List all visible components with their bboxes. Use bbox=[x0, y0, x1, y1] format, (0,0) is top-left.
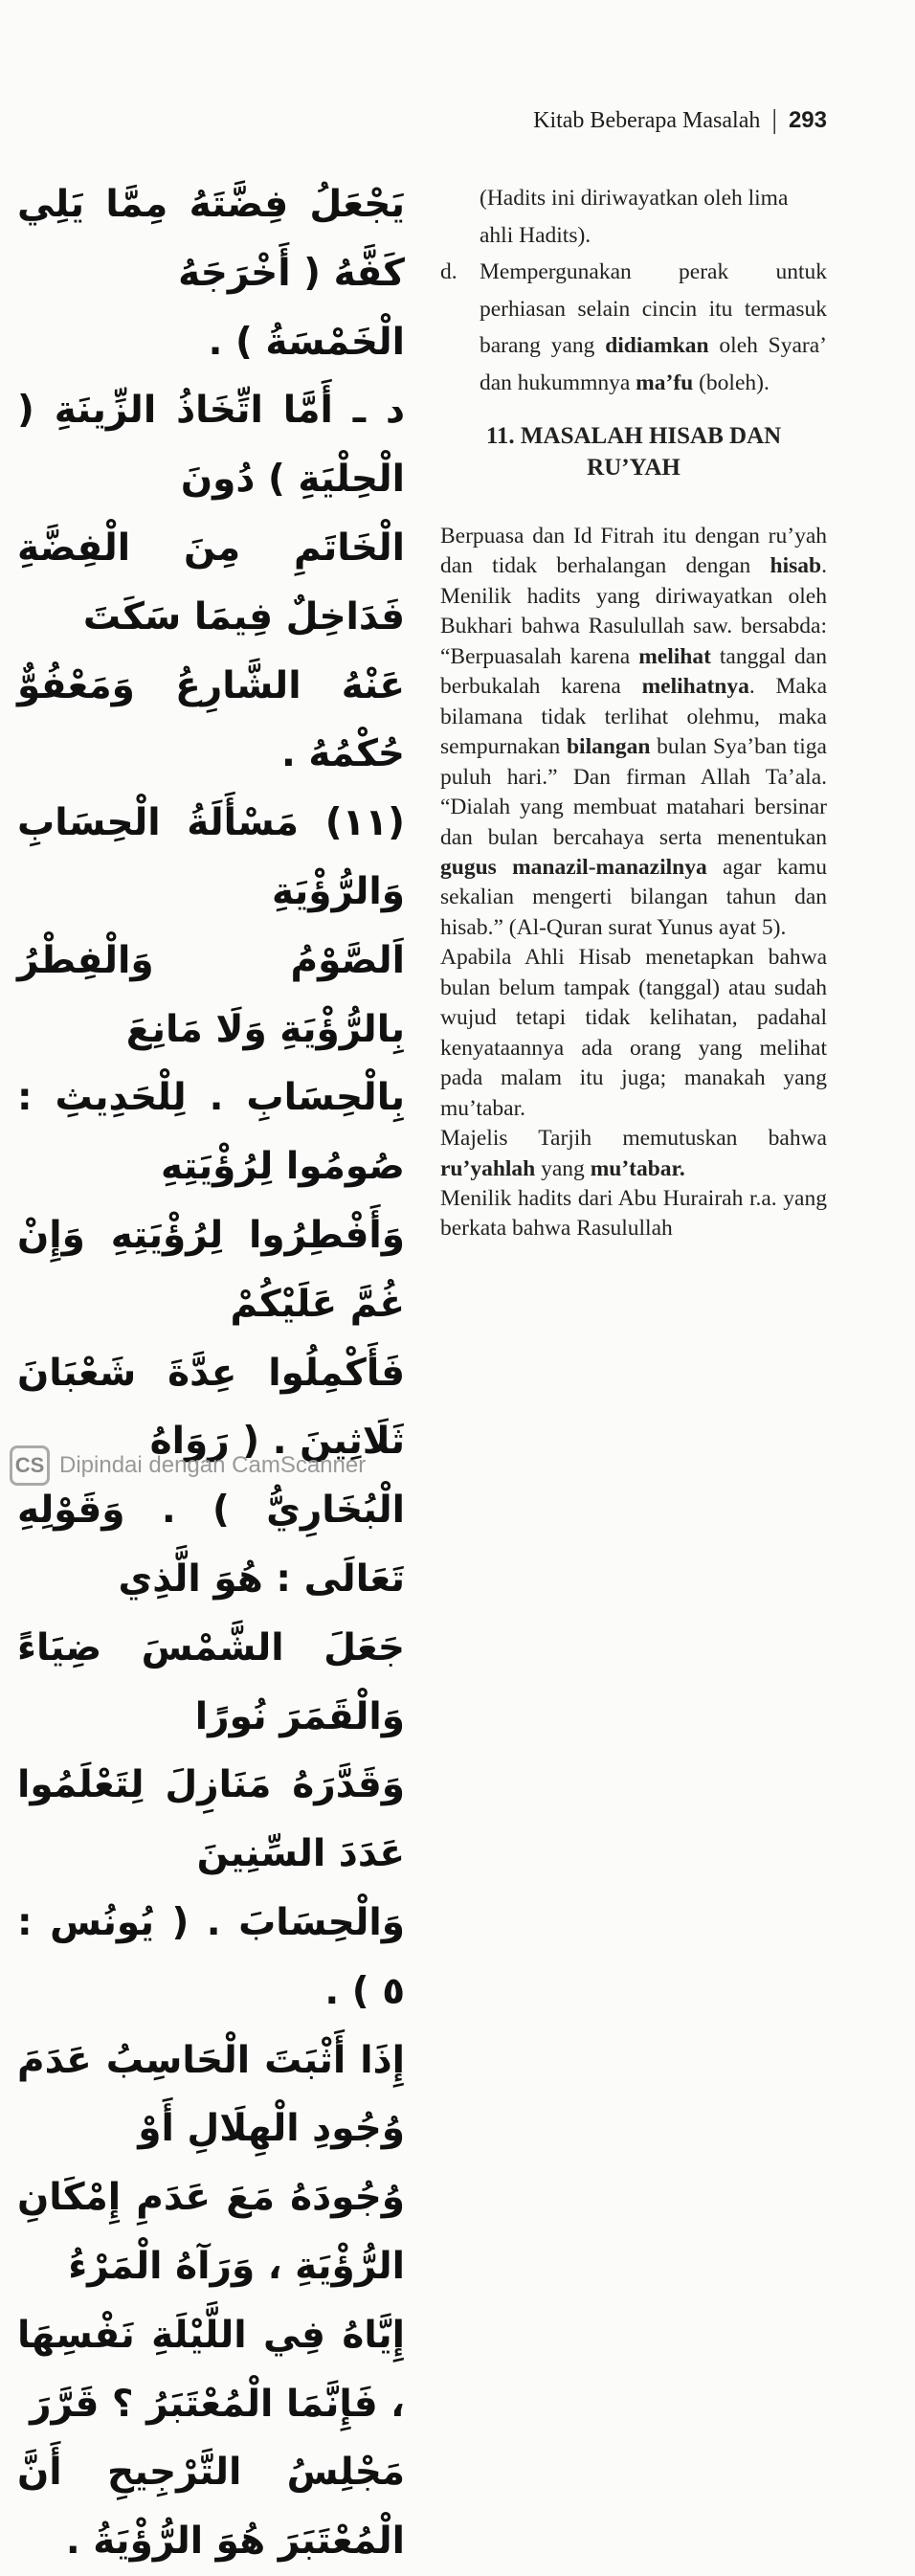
bold-term: ru’yahlah bbox=[440, 1155, 536, 1181]
continuation-block bbox=[440, 180, 827, 401]
list-marker: d. bbox=[440, 259, 458, 284]
arabic-line: اَلصَّوْمُ وَالْفِطْرُ بِالرُّؤْيَةِ وَلَا مَانِعَ bbox=[17, 938, 405, 1051]
running-header bbox=[533, 105, 827, 136]
arabic-line: إِيَّاهُ فِي اللَّيْلَةِ نَفْسِهَا ، فَإِنَّمَا الْمُعْتَبَرُ ؟ قَرَّرَ bbox=[17, 2313, 405, 2426]
paragraph: Berpuasa dan Id Fitrah itu dengan ru’yah dan tidak berhalangan dengan hisab. Menilik hadits yang diriwayatkan oleh Bukhari bahwa Rasulullah saw. bersabda: “Berpuasalah karena melihat tanggal dan berbukalah karena melihatnya. Maka bilamana tidak terlihat olehmu, maka sempurnakan bilangan bulan Sya’ban tiga puluh hari.” Dan firman Allah Ta’ala. “Dialah yang membuat matahari bersinar dan bulan bercahaya serta menentukan gugus manazil-manazilnya agar kamu sekalian mengerti bilangan tahun dan hisab.” (Al-Quran surat Yunus ayat 5). bbox=[440, 524, 827, 940]
arabic-line: مَجْلِسُ التَّرْجِيحِ أَنَّ الْمُعْتَبَرَ هُوَ الرُّؤْيَةُ . bbox=[17, 2451, 405, 2564]
watermark-text: Dipindai dengan CamScanner bbox=[59, 1452, 367, 1478]
arabic-line: (١١) مَسْأَلَةُ الْحِسَابِ وَالرُّؤْيَةِ bbox=[17, 801, 405, 913]
arabic-line: إِذَا أَثْبَتَ الْحَاسِبُ عَدَمَ وُجُودِ الْهِلَالِ أَوْ bbox=[17, 2038, 405, 2151]
arabic-line: وَقَدَّرَهُ مَنَازِلَ لِتَعْلَمُوا عَدَدَ السِّنِينَ bbox=[17, 1763, 405, 1876]
arabic-line: وَالْحِسَابَ . ( يُونُس : ٥ ) . bbox=[17, 1900, 405, 2013]
arabic-line: يَجْعَلُ فِضَّتَهُ مِمَّا يَلِي كَفَّهُ ( أَخْرَجَهُ bbox=[17, 183, 405, 295]
bold-term: melihat bbox=[638, 643, 711, 669]
paragraph: Menilik hadits dari Abu Hurairah r.a. yang berkata bahwa Rasulullah bbox=[440, 1185, 827, 1242]
page-number: 293 bbox=[788, 107, 827, 133]
latin-text-column bbox=[440, 180, 827, 1244]
bold-term: ma’fu bbox=[636, 370, 694, 395]
arabic-line: الْخَمْسَةُ ) . bbox=[208, 320, 405, 364]
section-body bbox=[440, 522, 827, 1244]
arabic-line: الْبُخَارِيُّ ) . وَقَوْلِهِ تَعَالَى : هُوَ الَّذِي bbox=[17, 1489, 405, 1601]
list-item-text: Mempergunakan perak untuk perhiasan selain cincin itu termasuk barang yang didiamkan oleh Syara’ dan hukummnya ma’fu (boleh). bbox=[480, 259, 827, 395]
arabic-line: فَأَكْمِلُوا عِدَّةَ شَعْبَانَ ثَلَاثِينَ . ( رَوَاهُ bbox=[17, 1351, 405, 1464]
arabic-line: الْخَاتَمِ مِنَ الْفِضَّةِ فَدَاخِلٌ فِيمَا سَكَتَ bbox=[17, 526, 405, 638]
bold-term: didiamkan bbox=[605, 333, 709, 358]
arabic-line: وُجُودَهُ مَعَ عَدَمِ إِمْكَانِ الرُّؤْيَةِ ، وَرَآهُ الْمَرْءُ bbox=[17, 2176, 405, 2288]
section-title: 11. MASALAH HISAB DAN RU’YAH bbox=[485, 423, 782, 481]
header-title: Kitab Beberapa Masalah bbox=[533, 107, 761, 133]
arabic-line: بِالْحِسَابِ . لِلْحَدِيثِ : صُومُوا لِرُؤْيَتِهِ bbox=[17, 1076, 405, 1189]
bold-term: mu’tabar. bbox=[590, 1155, 685, 1181]
arabic-line: وَأَفْطِرُوا لِرُؤْيَتِهِ وَإِنْ غُمَّ عَلَيْكُمْ bbox=[17, 1213, 405, 1326]
hadith-note: (Hadits ini diriwayatkan oleh lima ahli Hadits). bbox=[480, 186, 789, 248]
camscanner-logo-icon: CS bbox=[10, 1445, 50, 1486]
bold-term: bilangan bbox=[566, 734, 651, 760]
arabic-text-column bbox=[17, 170, 405, 2576]
bold-term: melihatnya bbox=[641, 674, 749, 700]
scanner-watermark bbox=[10, 1445, 366, 1486]
bold-term: hisab bbox=[770, 553, 822, 579]
arabic-line: جَعَلَ الشَّمْسَ ضِيَاءً وَالْقَمَرَ نُورًا bbox=[17, 1625, 405, 1738]
paragraph: Apabila Ahli Hisab menetapkan bahwa bulan belum tampak (tanggal) atau sudah wujud tetapi tidak kelihatan, padahal kenyataannya ada orang yang melihat pada malam itu juga; manakah yang mu’tabar. bbox=[440, 945, 827, 1121]
list-item-d bbox=[440, 254, 827, 401]
arabic-line: عَنْهُ الشَّارِعُ وَمَعْفُوٌّ حُكْمُهُ . bbox=[17, 663, 405, 776]
header-separator: | bbox=[771, 105, 777, 135]
arabic-line: د ـ أَمَّا اتِّخَاذُ الزِّينَةِ ( الْحِلْيَةِ ) دُونَ bbox=[17, 389, 405, 502]
paragraph: Majelis Tarjih memutuskan bahwa ru’yahlah yang mu’tabar. bbox=[440, 1126, 827, 1181]
bold-term: gugus manazil-manazilnya bbox=[440, 854, 707, 880]
